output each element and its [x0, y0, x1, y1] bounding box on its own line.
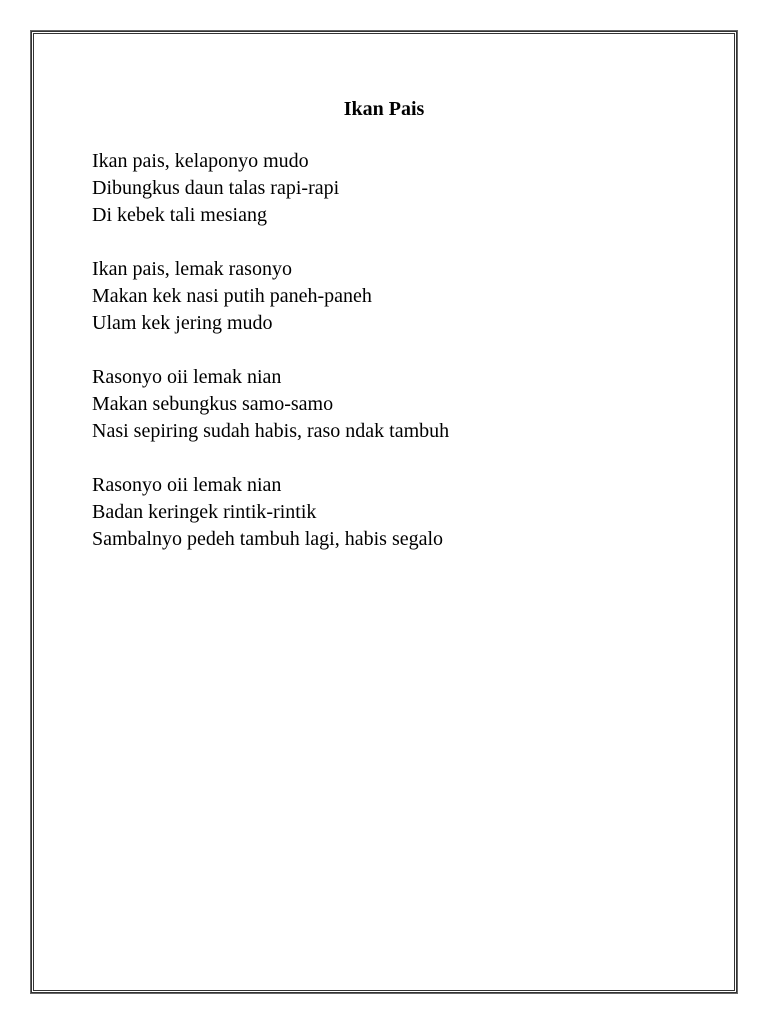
- poem-line: Sambalnyo pedeh tambuh lagi, habis segalo: [92, 528, 444, 550]
- poem-line: Rasonyo oii lemak nian: [92, 474, 282, 496]
- stanza-3: [92, 364, 449, 445]
- page-title: Ikan Pais: [343, 98, 425, 120]
- poem-line: Rasonyo oii lemak nian: [92, 366, 282, 388]
- poem-line: Makan kek nasi putih paneh-paneh: [92, 285, 372, 307]
- document-page: [31, 31, 737, 993]
- poem-line: Nasi sepiring sudah habis, raso ndak tambuh: [92, 420, 450, 442]
- poem-line: Makan sebungkus samo-samo: [92, 393, 334, 415]
- poem-line: Dibungkus daun talas rapi-rapi: [92, 177, 340, 199]
- poem-line: Badan keringek rintik-rintik: [92, 501, 317, 523]
- poem-line: Ikan pais, lemak rasonyo: [92, 258, 292, 280]
- poem-line: Di kebek tali mesiang: [92, 204, 267, 226]
- poem-line: Ulam kek jering mudo: [92, 312, 273, 334]
- stanza-4: [92, 472, 449, 553]
- poem-body: [92, 148, 449, 580]
- stanza-1: [92, 148, 449, 229]
- poem-line: Ikan pais, kelaponyo mudo: [92, 150, 309, 172]
- stanza-2: [92, 256, 449, 337]
